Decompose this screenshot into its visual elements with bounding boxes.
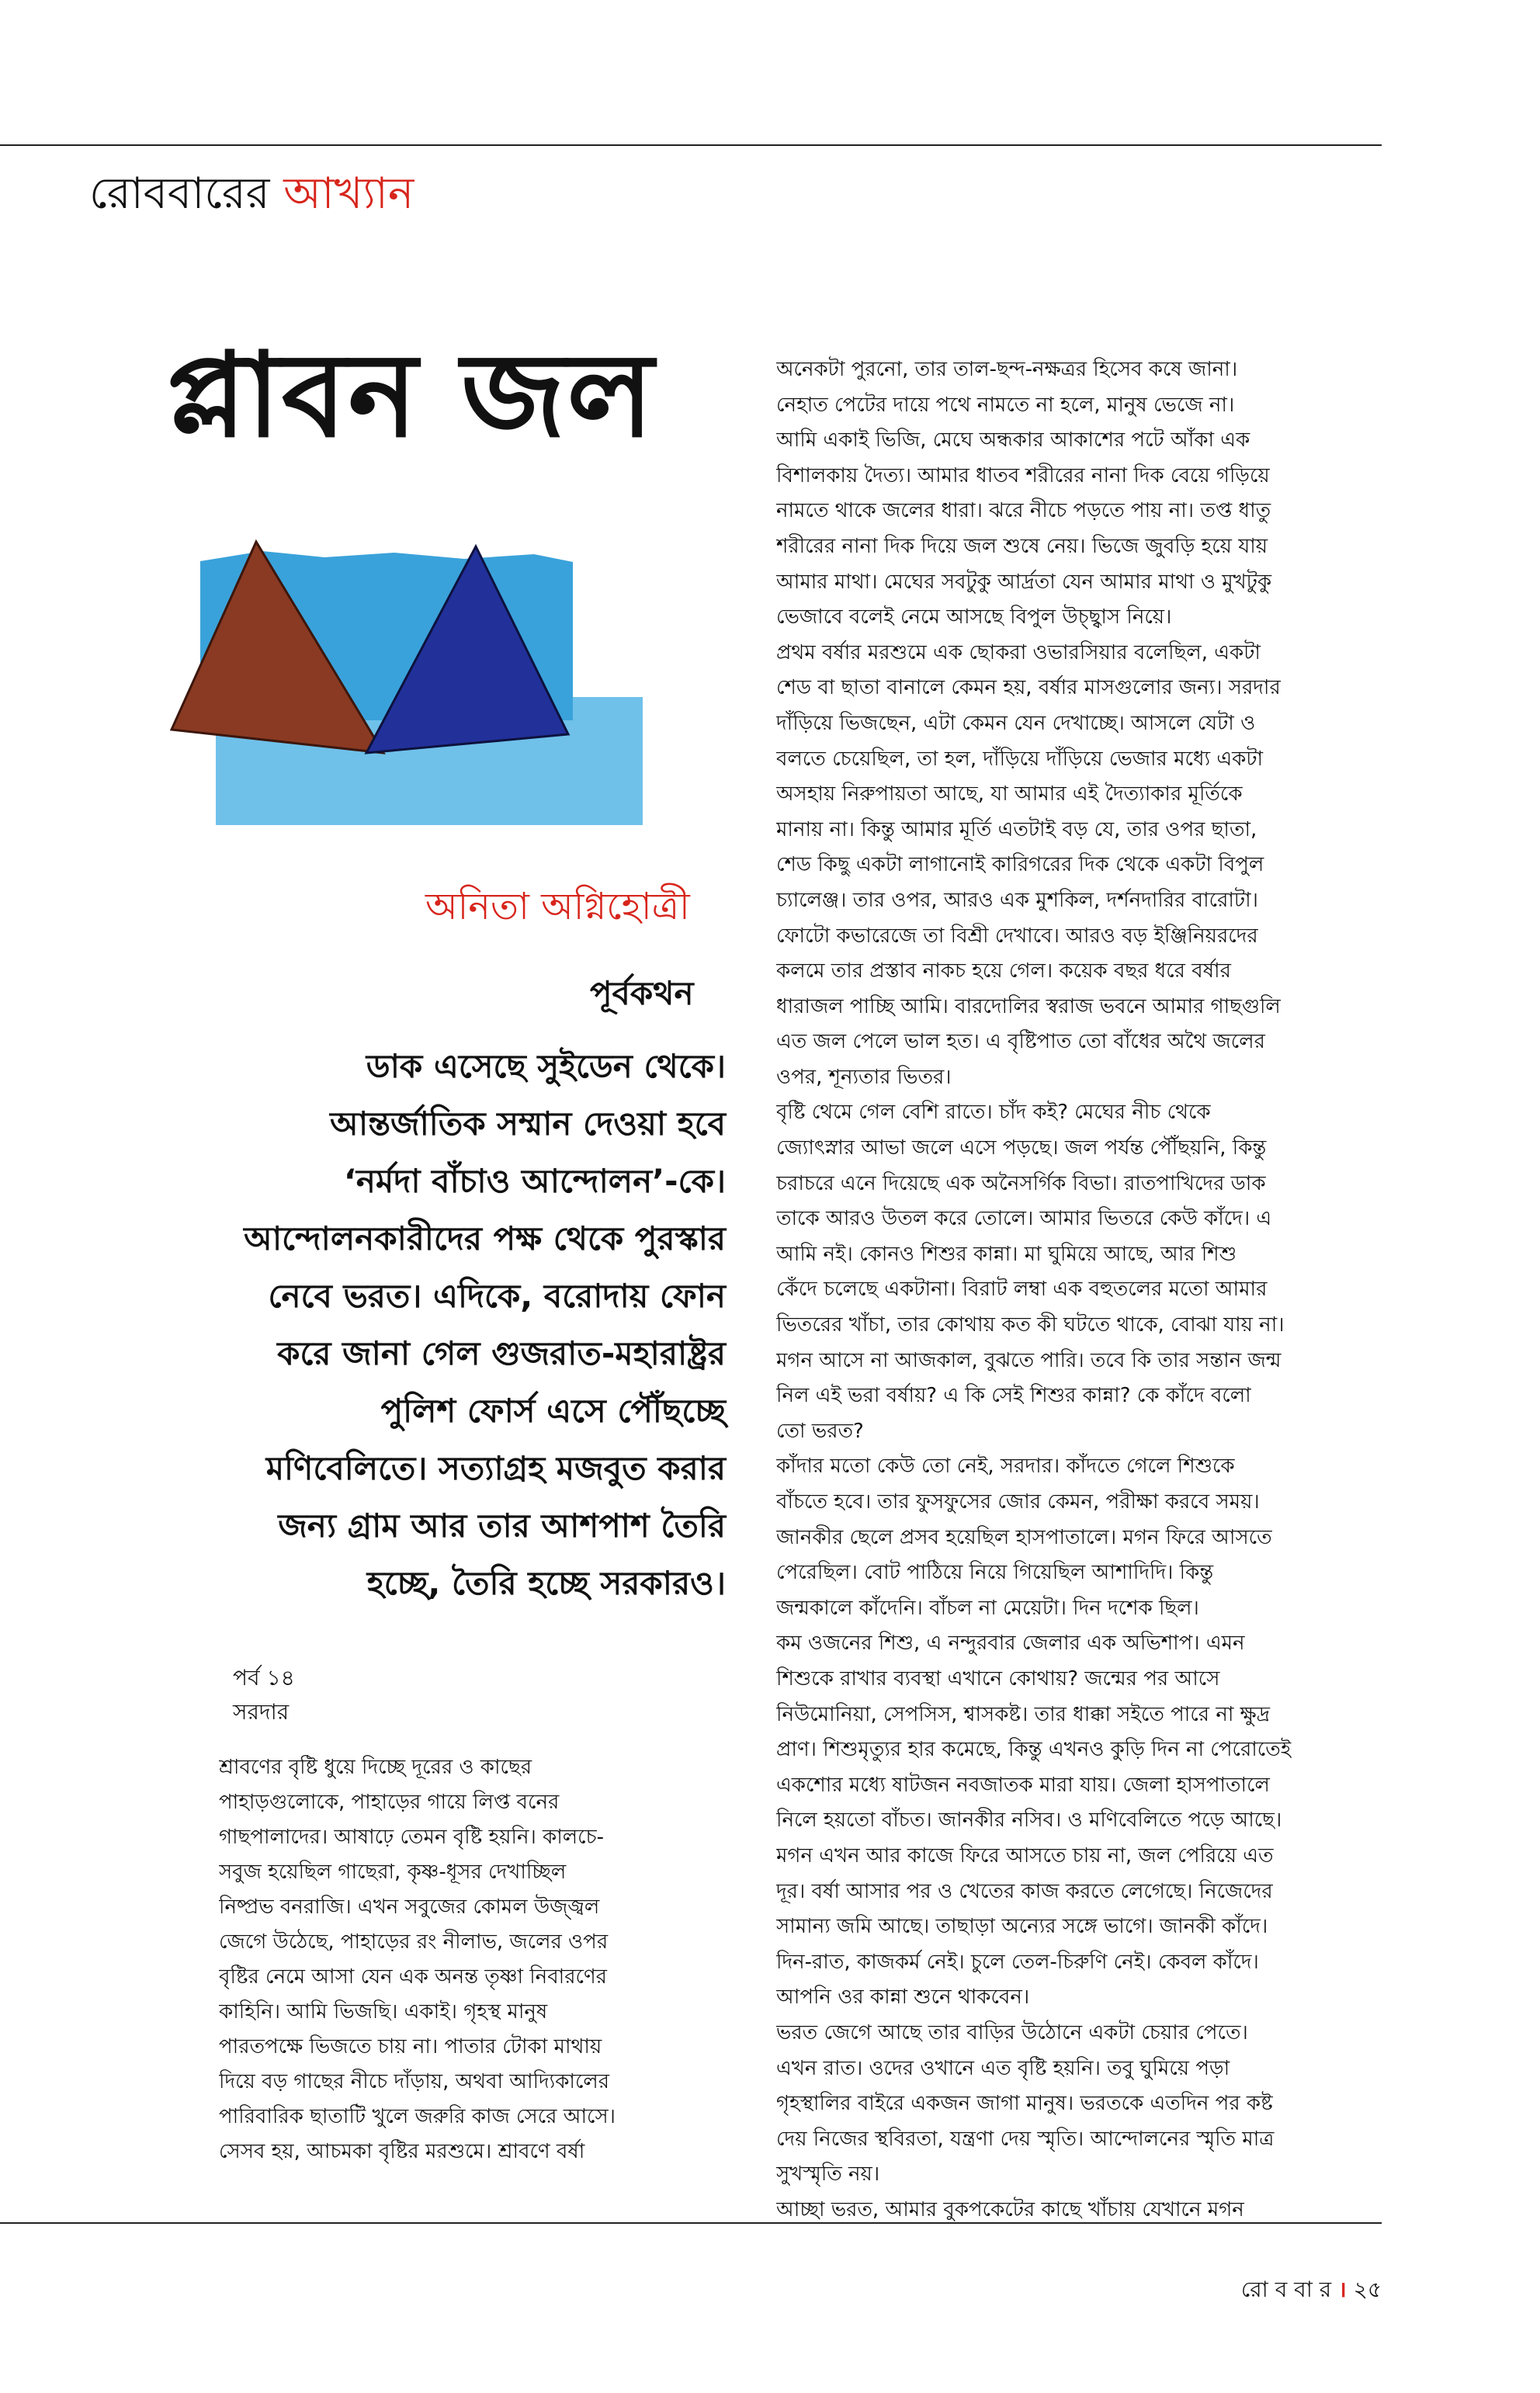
body-line: ভিতরের খাঁচা, তার কোথায় কত কী ঘটতে থাকে, বোঝা যায় না।	[776, 1313, 1285, 1337]
page-footer	[1241, 2274, 1382, 2305]
lede-line: জন্য গ্রাম আর তার আশপাশ তৈরি	[278, 1507, 726, 1545]
right-column	[776, 352, 1382, 2228]
mountains-illustration	[169, 487, 734, 829]
lede-line: ডাক এসেছে সুইডেন থেকে।	[366, 1047, 726, 1085]
body-line: পাহাড়গুলোকে, পাহাড়ের গায়ে লিপ্ত বনের	[219, 1791, 560, 1814]
lede-line: হচ্ছে, তৈরি হচ্ছে সরকারও।	[366, 1564, 726, 1602]
body-line: একশোর মধ্যে ষাটজন নবজাতক মারা যায়। জেলা হাসপাতালে	[776, 1773, 1270, 1797]
body-line: চরাচরে এনে দিয়েছে এক অনৈসর্গিক বিভা। রাতপাখিদের ডাক	[776, 1171, 1266, 1195]
body-line: কাঁদার মতো কেউ তো নেই, সরদার। কাঁদতে গেলে শিশুকে	[776, 1455, 1235, 1479]
body-line: সবুজ হয়েছিল গাছেরা, কৃষ্ণ-ধূসর দেখাচ্ছিল	[219, 1861, 567, 1884]
lede-line: ‘নর্মদা বাঁচাও আন্দোলন’-কে।	[343, 1162, 726, 1200]
lede-line: পুলিশ ফোর্স এসে পৌঁছচ্ছে	[380, 1392, 726, 1430]
body-line: আপনি ওর কান্না শুনে থাকবেন।	[776, 1985, 1030, 2010]
body-line: ভেজাবে বলেই নেমে আসছে বিপুল উচ্ছ্বাস নিয়ে।	[776, 605, 1172, 629]
bottom-rule	[0, 2222, 1382, 2224]
episode-number: পর্ব ১৪	[233, 1665, 295, 1691]
body-line: নিউমোনিয়া, সেপসিস, শ্বাসকষ্ট। তার ধাক্কা সইতে পারে না ক্ষুদ্র	[776, 1702, 1271, 1726]
body-line: আমি একাই ভিজি, মেঘে অন্ধকার আকাশের পটে আঁকা এক	[776, 428, 1250, 453]
top-rule	[0, 144, 1382, 146]
lede-line: নেবে ভরত। এদিকে, বরোদায় ফোন	[268, 1277, 726, 1315]
body-line: শেড বা ছাতা বানালে কেমন হয়, বর্ষার মাসগুলোর জন্য। সরদার	[776, 676, 1281, 700]
body-line: নামতে থাকে জলের ধারা। ঝরে নীচে পড়তে পায় না। তপ্ত ধাতু	[776, 499, 1271, 523]
body-line: গাছপালাদের। আষাঢ়ে তেমন বৃষ্টি হয়নি। কালচে-	[219, 1826, 604, 1849]
lede-block	[151, 1038, 726, 1612]
body-line: পেরেছিল। বোট পাঠিয়ে নিয়ে গিয়েছিল আশাদিদি। কিন্তু	[776, 1561, 1214, 1585]
body-line: প্রাণ। শিশুমৃত্যুর হার কমেছে, কিন্তু এখনও কুড়ি দিন না পেরোতেই	[776, 1738, 1292, 1762]
body-line: ভরত জেগে আছে তার বাড়ির উঠোনে একটা চেয়ার পেতে।	[776, 2020, 1248, 2044]
body-line: দিন-রাত, কাজকর্ম নেই। চুলে তেল-চিরুণি নেই। কেবল কাঁদে।	[776, 1950, 1259, 1974]
body-line: নিল এই ভরা বর্ষায়? এ কি সেই শিশুর কান্না? কে কাঁদে বলো	[776, 1384, 1251, 1408]
body-line: কেঁদে চলেছে একটানা। বিরাট লম্বা এক বহুতলের মতো আমার	[776, 1278, 1268, 1302]
body-line: দূর। বর্ষা আসার পর ও খেতের কাজ করতে লেগেছে। নিজেদের	[776, 1879, 1273, 1903]
body-line: নিলে হয়তো বাঁচত। জানকীর নসিব। ও মণিবেলিতে পড়ে আছে।	[776, 1809, 1282, 1833]
body-line: দাঁড়িয়ে ভিজছেন, এটা কেমন যেন দেখাচ্ছে। আসলে যেটা ও	[776, 711, 1256, 735]
body-line: আমি নই। কোনও শিশুর কান্না। মা ঘুমিয়ে আছে, আর শিশু	[776, 1242, 1237, 1266]
body-line: জেগে উঠেছে, পাহাড়ের রং নীলাভ, জলের ওপর	[219, 1930, 609, 1954]
body-line: এত জল পেলে ভাল হত। এ বৃষ্টিপাত তো বাঁধের অথৈ জলের	[776, 1030, 1265, 1054]
body-line: কলমে তার প্রস্তাব নাকচ হয়ে গেল। কয়েক বছর ধরে বর্ষার	[776, 959, 1231, 983]
magazine-name: রো ব বা র	[1240, 2277, 1332, 2302]
body-line: শ্রাবণের বৃষ্টি ধুয়ে দিচ্ছে দূরের ও কাছের	[219, 1756, 532, 1779]
body-line: সামান্য জমি আছে। তাছাড়া অন্যের সঙ্গে ভাগে। জানকী কাঁদে।	[776, 1915, 1268, 1939]
body-line: দিয়ে বড় গাছের নীচে দাঁড়ায়, অথবা আদ্যিকালের	[219, 2070, 610, 2093]
body-line: জ্যোৎস্নার আভা জলে এসে পড়ছে। জল পর্যন্ত পৌঁছয়নি, কিন্তু	[776, 1136, 1267, 1160]
body-line: শেড কিছু একটা লাগানোই কারিগরের দিক থেকে একটা বিপুল	[776, 853, 1264, 877]
body-line: জন্মকালে কাঁদেনি। বাঁচল না মেয়েটা। দিন দশেক ছিল।	[776, 1596, 1199, 1620]
lede-line: আন্তর্জাতিক সম্মান দেওয়া হবে	[330, 1105, 726, 1143]
left-column	[219, 1750, 716, 2169]
body-line: বলতে চেয়েছিল, তা হল, দাঁড়িয়ে দাঁড়িয়ে ভেজার মধ্যে একটা	[776, 747, 1264, 771]
body-line: আচ্ছা ভরত, আমার বুকপকেটের কাছে খাঁচায় যেখানে মগন	[776, 2197, 1244, 2221]
body-line: আমার মাথা। মেঘের সবটুকু আর্দ্রতা যেন আমার মাথা ও মুখটুকু	[776, 570, 1272, 594]
author-name: অনিতা অগ্নিহোত্রী	[425, 885, 690, 928]
body-line: চ্যালেঞ্জ। তার ওপর, আরও এক মুশকিল, দর্শনদারির বারোটা।	[776, 888, 1258, 912]
body-line: অনেকটা পুরনো, তার তাল-ছন্দ-নক্ষত্রর হিসেব কষে জানা।	[776, 358, 1238, 381]
body-line: ফোটো কভারেজে তা বিশ্রী দেখাবে। আরও বড় ইঞ্জিনিয়রদের	[776, 924, 1258, 948]
body-line: জানকীর ছেলে প্রসব হয়েছিল হাসপাতালে। মগন ফিরে আসতে	[776, 1525, 1272, 1549]
body-line: কাহিনি। আমি ভিজছি। একাই। গৃহস্থ মানুষ	[219, 2000, 548, 2024]
body-line: সুখস্মৃতি নয়।	[776, 2162, 880, 2187]
body-line: সেসব হয়, আচমকা বৃষ্টির মরশুমে। শ্রাবণে বর্ষা	[219, 2140, 585, 2163]
body-line: কম ওজনের শিশু, এ নন্দুরবার জেলার এক অভিশাপ। এমন	[776, 1632, 1245, 1656]
preface-label: পূর্বকথন	[590, 974, 694, 1012]
page-number: ২৫	[1353, 2277, 1382, 2302]
body-line: শরীরের নানা দিক দিয়ে জল শুষে নেয়। ভিজে জুবড়ি হয়ে যায়	[776, 534, 1268, 558]
body-line: মগন এখন আর কাজে ফিরে আসতে চায় না, জল পেরিয়ে এত	[776, 1843, 1274, 1868]
chapter-title: সরদার	[233, 1699, 290, 1725]
lede-line: মণিবেলিতে। সত্যাগ্রহ মজবুত করার	[265, 1449, 726, 1487]
series-accent: আখ্যান	[283, 168, 414, 219]
body-line: ধারাজল পাচ্ছি আমি। বারদোলির স্বরাজ ভবনে আমার গাছগুলি	[776, 994, 1281, 1018]
episode-block	[233, 1661, 295, 1729]
body-line: মগন আসে না আজকাল, বুঝতে পারি। তবে কি তার সন্তান জন্ম	[776, 1348, 1282, 1372]
body-line: দেয় নিজের স্থবিরতা, যন্ত্রণা দেয় স্মৃতি। আন্দোলনের স্মৃতি মাত্র	[776, 2127, 1275, 2151]
body-line: বাঁচতে হবে। তার ফুসফুসের জোর কেমন, পরীক্ষা করবে সময়।	[776, 1490, 1260, 1514]
series-heading	[89, 167, 414, 221]
body-line: অসহায় নিরুপায়তা আছে, যা আমার এই দৈত্যাকার মূর্তিকে	[776, 782, 1243, 806]
footer-separator: ।	[1338, 2277, 1347, 2302]
body-line: গৃহস্থালির বাইরে একজন জাগা মানুষ। ভরতকে এতদিন পর কষ্ট	[776, 2092, 1273, 2116]
body-line: ওপর, শূন্যতার ভিতর।	[776, 1065, 952, 1089]
lede-line: আন্দোলনকারীদের পক্ষ থেকে পুরস্কার	[244, 1219, 726, 1257]
body-line: প্রথম বর্ষার মরশুমে এক ছোকরা ওভারসিয়ার বলেছিল, একটা	[776, 640, 1261, 664]
body-line: বৃষ্টি থেমে গেল বেশি রাতে। চাঁদ কই? মেঘের নীচ থেকে	[776, 1101, 1211, 1125]
story-title: প্লাবন জল	[167, 328, 656, 463]
body-line: তো ভরত?	[776, 1419, 864, 1443]
body-line: বৃষ্টির নেমে আসা যেন এক অনন্ত তৃষ্ণা নিবারণের	[219, 1965, 607, 1989]
body-line: মানায় না। কিন্তু আমার মূর্তি এতটাই বড় যে, তার ওপর ছাতা,	[776, 817, 1257, 841]
body-line: নেহাত পেটের দায়ে পথে নামতে না হলে, মানুষ ভেজে না।	[776, 393, 1235, 417]
body-line: শিশুকে রাখার ব্যবস্থা এখানে কোথায়? জন্মের পর আসে	[776, 1666, 1220, 1691]
body-line: নিষ্প্রভ বনরাজি। এখন সবুজের কোমল উজ্জ্বল	[219, 1895, 600, 1919]
body-line: বিশালকায় দৈত্য। আমার ধাতব শরীরের নানা দিক বেয়ে গড়িয়ে	[776, 463, 1270, 487]
body-line: তাকে আরও উতল করে তোলে। আমার ভিতরে কেউ কাঁদে। এ	[776, 1207, 1272, 1231]
series-prefix: রোববারের	[89, 168, 270, 219]
body-line: পারতপক্ষে ভিজতে চায় না। পাতার টোকা মাথায়	[219, 2035, 602, 2058]
lede-line: করে জানা গেল গুজরাত-মহারাষ্ট্রর	[277, 1334, 726, 1372]
body-line: এখন রাত। ওদের ওখানে এত বৃষ্টি হয়নি। তবু ঘুমিয়ে পড়া	[776, 2056, 1230, 2080]
body-line: পারিবারিক ছাতাটি খুলে জরুরি কাজ সেরে আসে।	[219, 2105, 616, 2128]
